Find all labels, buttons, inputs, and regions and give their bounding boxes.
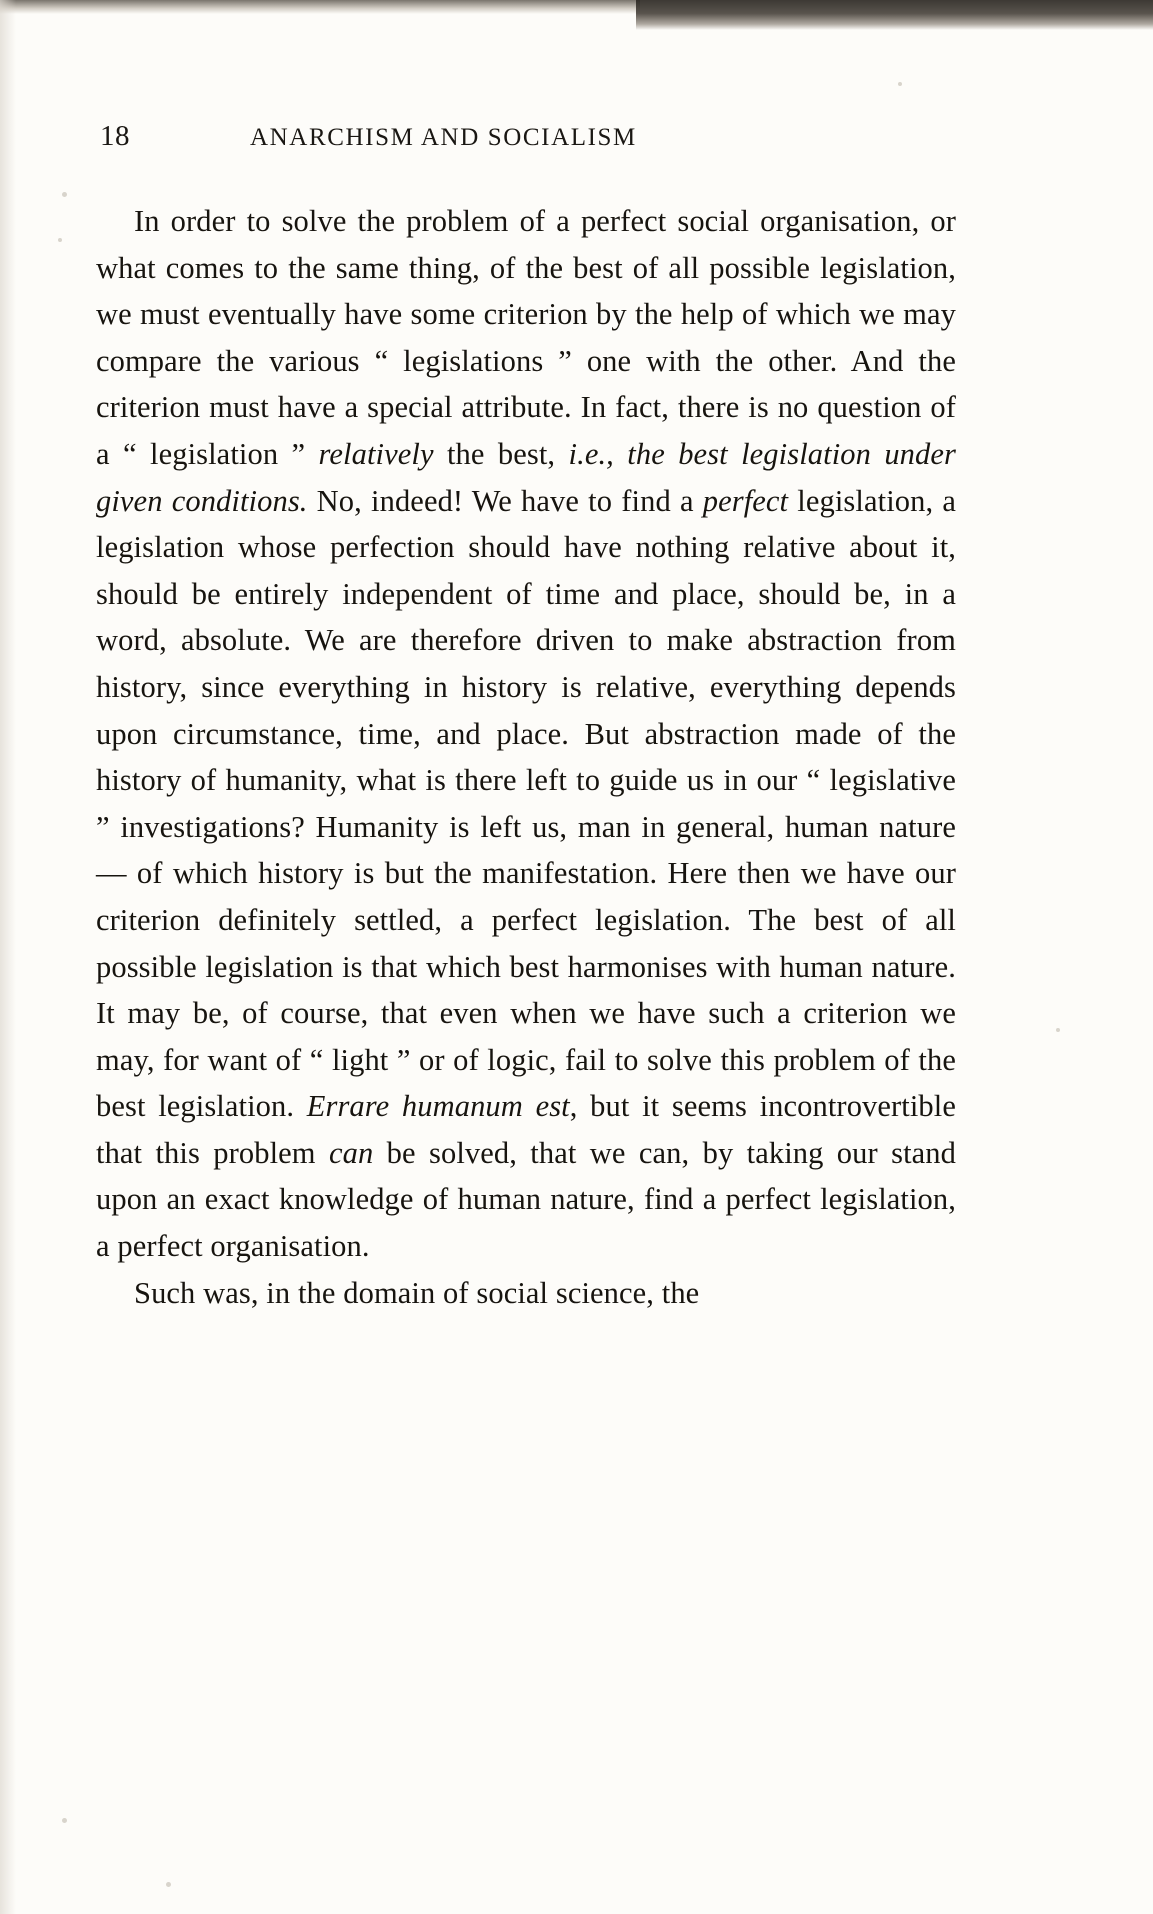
paper-speck: [62, 1818, 67, 1823]
emphasised-text: perfect: [702, 483, 789, 518]
emphasised-text: Errare humanum est: [306, 1089, 570, 1124]
page-number: 18: [100, 120, 130, 152]
paper-speck: [1056, 1028, 1060, 1032]
scan-edge-left: [0, 0, 16, 1914]
body-run: , but it seems incontrovertible that this problem: [96, 1089, 956, 1170]
paragraph-2: Such was, in the domain of social science, the: [134, 1275, 700, 1310]
body-run: No, indeed! We have to find a: [307, 483, 703, 518]
paragraph-1: [96, 198, 956, 1270]
paper-speck: [898, 82, 902, 86]
emphasised-text: relatively: [318, 436, 434, 471]
emphasised-text: can: [328, 1135, 374, 1170]
running-head-title: ANARCHISM AND SOCIALISM: [250, 124, 637, 151]
body-run: In order to solve the problem of a perfect social organisation, or what comes to the same thing, of the best of all possible legislation, we must eventually have some criterion by the help of which we may compare the various “ legislations ” one with the other. And the criterion must have a special attribute. In fact, there is no question of a “ legislation ”: [96, 204, 956, 471]
emphasised-text: i.e., the best legislation under given conditions.: [96, 436, 956, 518]
page-content: [96, 120, 956, 1316]
paper-speck: [58, 238, 62, 242]
paper-speck: [166, 1882, 171, 1887]
running-head: [96, 120, 956, 160]
scan-edge-top-right: [636, 0, 1153, 30]
body-run: legislation, a legislation whose perfection should have nothing relative about it, should be entirely independent of time and place, should be, in a word, absolute. We are therefore driven to make abstraction from history, since everything in history is relative, everything depends upon circumstance, time, and place. But abstraction made of the history of humanity, what is there left to guide us in our “ legislative ” investigations? Humanity is left us, man in general, human nature — of which history is but the manifestation. Here then we have our criterion definitely settled, a perfect legislation. The best of all possible legislation is that which best harmonises with human nature. It may be, of course, that even when we have such a criterion we may, for want of “ light ” or of logic, fail to solve this problem of the best legislation.: [96, 483, 956, 1124]
body-run: be solved, that we can, by taking our stand upon an exact knowledge of human nature, find a perfect legislation, a perfect organisation.: [96, 1135, 956, 1264]
paper-speck: [62, 192, 67, 197]
scan-edge-top-left: [0, 0, 640, 14]
body-run: the best,: [433, 436, 569, 471]
body-text: [96, 198, 956, 1316]
